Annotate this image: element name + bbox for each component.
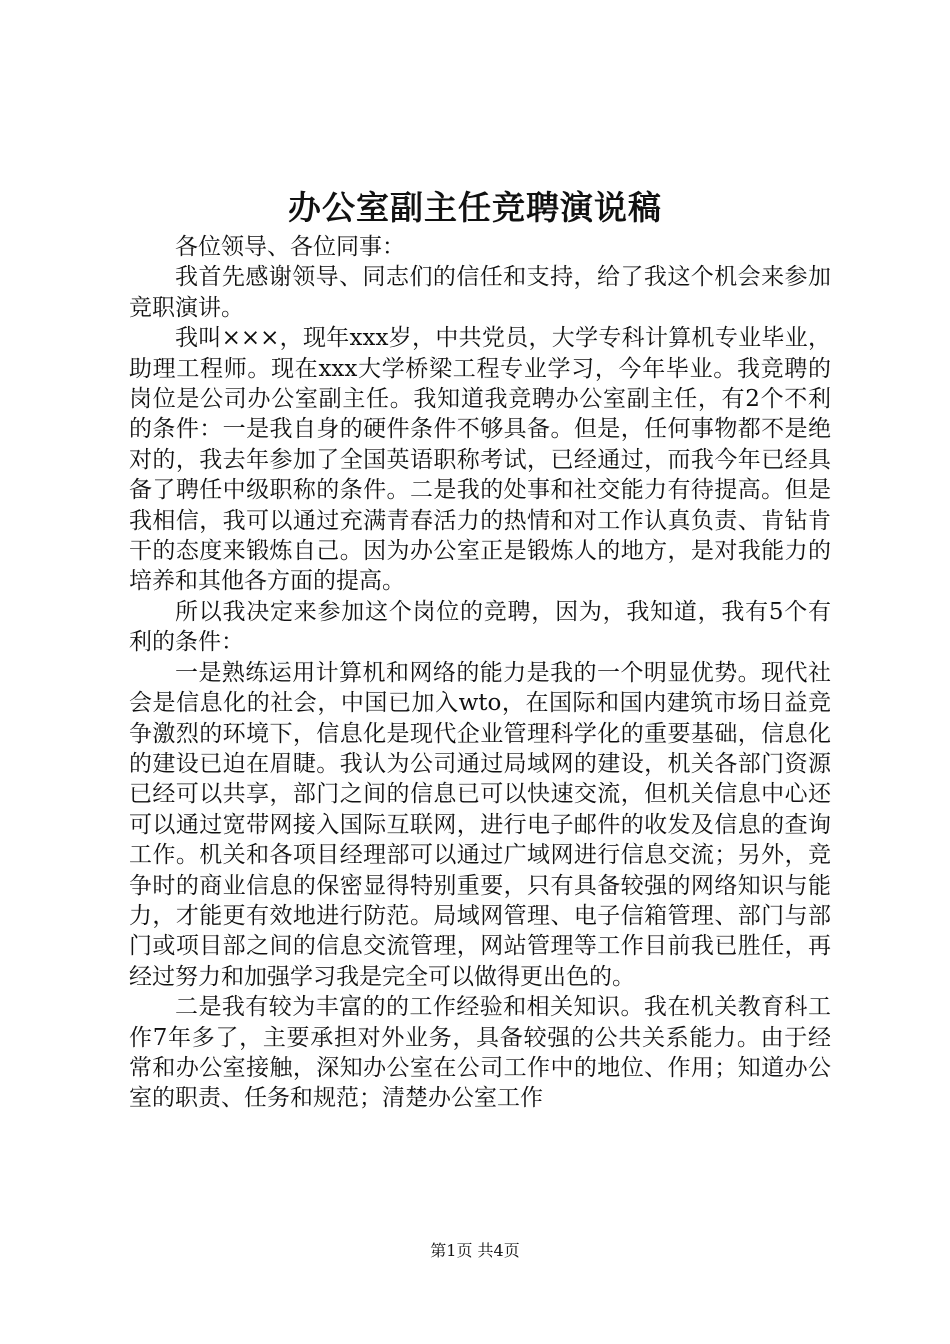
paragraph-advantage-one: 一是熟练运用计算机和网络的能力是我的一个明显优势。现代社会是信息化的社会，中国已加入wto，在国际和国内建筑市场日益竞争激烈的环境下，信息化是现代企业管理科学化的重要基础，信息化的建设已迫在眉睫。我认为公司通过局域网的建设，机关各部门资源已经可以共享，部门之间的信息已可以快速交流，但机关信息中心还可以通过宽带网接入国际互联网，进行电子邮件的收发及信息的查询工作。机关和各项目经理部可以通过广域网进行信息交流；另外，竞争时的商业信息的保密显得特别重要，只有具备较强的网络知识与能力，才能更有效地进行防范。局域网管理、电子信箱管理、部门与部门或项目部之间的信息交流管理，网站管理等工作目前我已胜任，再经过努力和加强学习我是完全可以做得更出色的。	[129, 659, 831, 990]
paragraph-decision: 所以我决定来参加这个岗位的竞聘，因为，我知道，我有5个有利的条件：	[129, 598, 831, 656]
paragraph-salutation: 各位领导、各位同事：	[175, 234, 405, 260]
paragraph-introduction: 我叫×××，现年xxx岁，中共党员，大学专科计算机专业毕业，助理工程师。现在xxx大学桥梁工程专业学习，今年毕业。我竞聘的岗位是公司办公室副主任。我知道我竞聘办公室副主任，有2个不利的条件：一是我自身的硬件条件不够具备。但是，任何事物都不是绝对的，我去年参加了全国英语职称考试，已经通过，而我今年已经具备了聘任中级职称的条件。二是我的处事和社交能力有待提高。但是我相信，我可以通过充满青春活力的热情和对工作认真负责、肯钻肯干的态度来锻炼自己。因为办公室正是锻炼人的地方，是对我能力的培养和其他各方面的提高。	[129, 325, 831, 595]
paragraph-thanks: 我首先感谢领导、同志们的信任和支持，给了我这个机会来参加竞职演讲。	[129, 264, 831, 321]
paragraph-advantage-two: 二是我有较为丰富的的工作经验和相关知识。我在机关教育科工作7年多了，主要承担对外业务，具备较强的公共关系能力。由于经常和办公室接触，深知办公室在公司工作中的地位、作用；知道办公室的职责、任务和规范；清楚办公室工作	[129, 994, 831, 1112]
document-body	[129, 232, 831, 1114]
document-title: 办公室副主任竞聘演说稿	[288, 188, 662, 227]
page-number-footer: 第1页 共4页	[430, 1241, 520, 1260]
